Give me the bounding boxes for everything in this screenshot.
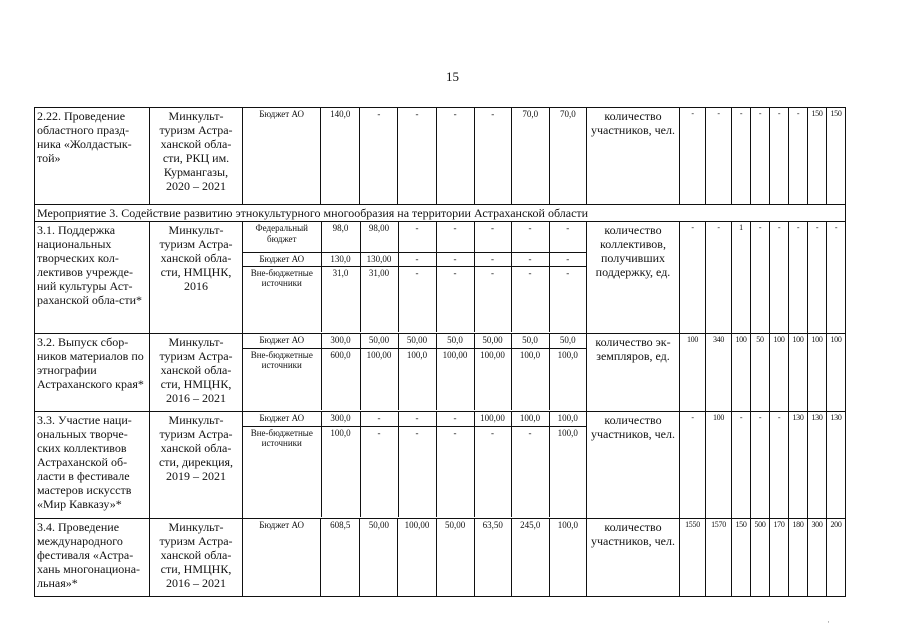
year-value: - [511,426,549,517]
funding-total: 300,0 [321,412,360,426]
funding-row [243,412,586,426]
target-value: 200 [827,519,846,597]
year-value: - [436,222,474,252]
target-value: - [751,108,770,205]
year-value: - [474,222,511,252]
target-value: 100 [732,334,751,412]
target-value: 1 [732,222,751,334]
year-value: 50,0 [511,334,549,348]
program-table [34,107,846,597]
year-value: 100,0 [557,427,578,438]
target-value: 100 [680,334,706,412]
table-row [35,334,846,412]
indicator: количество участников, чел. [587,519,680,597]
funding-row [243,348,586,410]
target-value: 130 [789,412,808,519]
target-value: 150 [827,108,846,205]
target-value: - [732,412,751,519]
funding-total: 31,0 [321,266,360,332]
target-value: - [706,222,732,334]
year-value: - [398,108,436,205]
target-value: 1550 [680,519,706,597]
year-value: - [398,252,436,266]
year-value: - [511,252,549,266]
funding-source: Вне-бюджетные источники [243,266,321,332]
executor: Минкульт-туризм Астра-ханской обла-сти, НМЦНК, 2016 – 2021 [150,334,243,412]
target-value: - [789,222,808,334]
funding-source: Бюджет АО [243,252,321,266]
target-value: 180 [789,519,808,597]
executor: Минкульт-туризм Астра-ханской обла-сти, НМЦНК, 2016 – 2021 [150,519,243,597]
target-value: - [732,108,751,205]
year-value: - [436,426,474,517]
section-title: Мероприятие 3. Содействие развитию этнокультурного многообразия на территории Астраханской области [35,205,846,222]
year-value: 100,00 [474,412,511,426]
target-value: 170 [770,519,789,597]
year-value: - [360,412,398,426]
corner-mark: · [827,617,830,627]
year-value: - [511,266,549,332]
indicator: количество эк-земпляров, ед. [587,334,680,412]
executor: Минкульт-туризм Астра-ханской обла-сти, дирекция, 2019 – 2021 [150,412,243,519]
funding-row [243,426,586,517]
activity-name: 3.2. Выпуск сбор-ников материалов по этнографии Астраханского края* [35,334,150,412]
year-value: - [474,266,511,332]
target-value: 300 [808,519,827,597]
funding-total: 130,0 [321,252,360,266]
year-value: - [474,108,511,205]
target-value: - [706,108,732,205]
year-value: 100,0 [557,349,578,360]
funding-source: Вне-бюджетные источники [243,348,321,410]
year-value: 100,00 [360,348,398,410]
year-value: - [398,426,436,517]
target-value: 340 [706,334,732,412]
year-value: 50,00 [360,334,398,348]
year-value: - [436,412,474,426]
year-value: - [398,412,436,426]
target-value: - [680,108,706,205]
year-value: - [549,222,586,252]
year-value: 100,0 [549,412,586,426]
indicator: количество коллективов, получивших поддержку, ед. [587,222,680,334]
funding-source: Бюджет АО [243,412,321,426]
year-value: 50,00 [360,519,398,597]
year-value: 50,00 [474,334,511,348]
funding-row [243,252,586,266]
year-value: - [436,252,474,266]
target-value: 100 [789,334,808,412]
target-value: - [680,222,706,334]
section-row [35,205,846,222]
year-value: 50,00 [436,519,474,597]
funding-block [243,222,587,334]
year-value: - [474,252,511,266]
activity-name: 2.22. Проведение областного празд-ника «Жолдастык-той» [35,108,150,205]
year-value: 100,0 [398,348,436,410]
executor: Минкульт-туризм Астра-ханской обла-сти, НМЦНК, 2016 [150,222,243,334]
activity-name: 3.4. Проведение международного фестиваля «Астра-хань многонациона-льная»* [35,519,150,597]
target-value: - [789,108,808,205]
year-value: - [360,108,398,205]
indicator-text: количество участников, чел. [590,109,675,138]
year-value: 245,0 [511,519,549,597]
target-value: 150 [808,108,827,205]
year-value: 100,0 [511,348,549,410]
target-value: 100 [827,334,846,412]
target-value: 500 [751,519,770,597]
target-value: - [770,412,789,519]
target-value: - [751,222,770,334]
funding-row [243,222,586,252]
table-row [35,412,846,519]
funding-total: 100,0 [321,426,360,517]
year-value: 100,00 [474,348,511,410]
target-value: 100 [808,334,827,412]
funding-total: 140,0 [321,108,360,205]
table-row [35,519,846,597]
year-value: 50,0 [549,334,586,348]
funding-source: Бюджет АО [243,519,321,597]
year-value: 100,0 [549,519,586,597]
funding-subtable [243,334,586,410]
year-value: - [511,222,549,252]
year-value: 70,0 [511,108,549,205]
year-value: 98,00 [360,222,398,252]
year-value: - [474,426,511,517]
target-value: 150 [732,519,751,597]
activity-name: 3.1. Поддержка национальных творческих кол-лективов учрежде-ний культуры Аст-раханской обла-сти* [35,222,150,334]
target-value: 100 [770,334,789,412]
year-value: 100,00 [436,348,474,410]
year-value: 31,00 [360,266,398,332]
funding-block [243,412,587,519]
funding-subtable [243,222,586,332]
year-value: - [436,266,474,332]
target-value: - [770,108,789,205]
executor: Минкульт-туризм Астра-ханской обла-сти, РКЦ им. Курмангазы, 2020 – 2021 [150,108,243,205]
year-value: 63,50 [474,519,511,597]
year-value: - [398,266,436,332]
year-value: - [360,426,398,517]
funding-source: Вне-бюджетные источники [243,426,321,517]
target-value: 130 [808,412,827,519]
year-value: - [566,267,570,278]
activity-name: 3.3. Участие наци-ональных творче-ских коллективов Астраханской об-ласти в фестивале мастеров искусств «Мир Кавказу»* [35,412,150,519]
funding-row [243,334,586,348]
target-value: - [827,222,846,334]
target-value: - [808,222,827,334]
year-value: 130,00 [360,252,398,266]
year-value: 100,00 [398,519,436,597]
funding-total: 600,0 [321,348,360,410]
year-value: - [398,222,436,252]
funding-row [243,266,586,332]
funding-source: Федеральный бюджет [243,222,321,252]
funding-total: 98,0 [321,222,360,252]
page-number: 15 [446,69,459,84]
table-row [35,108,846,205]
funding-block [243,334,587,412]
target-value: 100 [706,412,732,519]
target-value: - [770,222,789,334]
table-row [35,222,846,334]
funding-source: Бюджет АО [243,108,321,205]
year-value: 70,0 [549,108,586,205]
year-value: - [549,252,586,266]
year-value: 50,0 [436,334,474,348]
target-value: 1570 [706,519,732,597]
year-value: 100,0 [511,412,549,426]
year-value: 50,00 [398,334,436,348]
indicator [587,108,680,205]
target-value: - [680,412,706,519]
funding-total: 608,5 [321,519,360,597]
target-value: 130 [827,412,846,519]
year-value: - [436,108,474,205]
funding-source: Бюджет АО [243,334,321,348]
target-value: 50 [751,334,770,412]
target-value: - [751,412,770,519]
funding-total: 300,0 [321,334,360,348]
funding-subtable [243,412,586,517]
indicator: количество участников, чел. [587,412,680,519]
